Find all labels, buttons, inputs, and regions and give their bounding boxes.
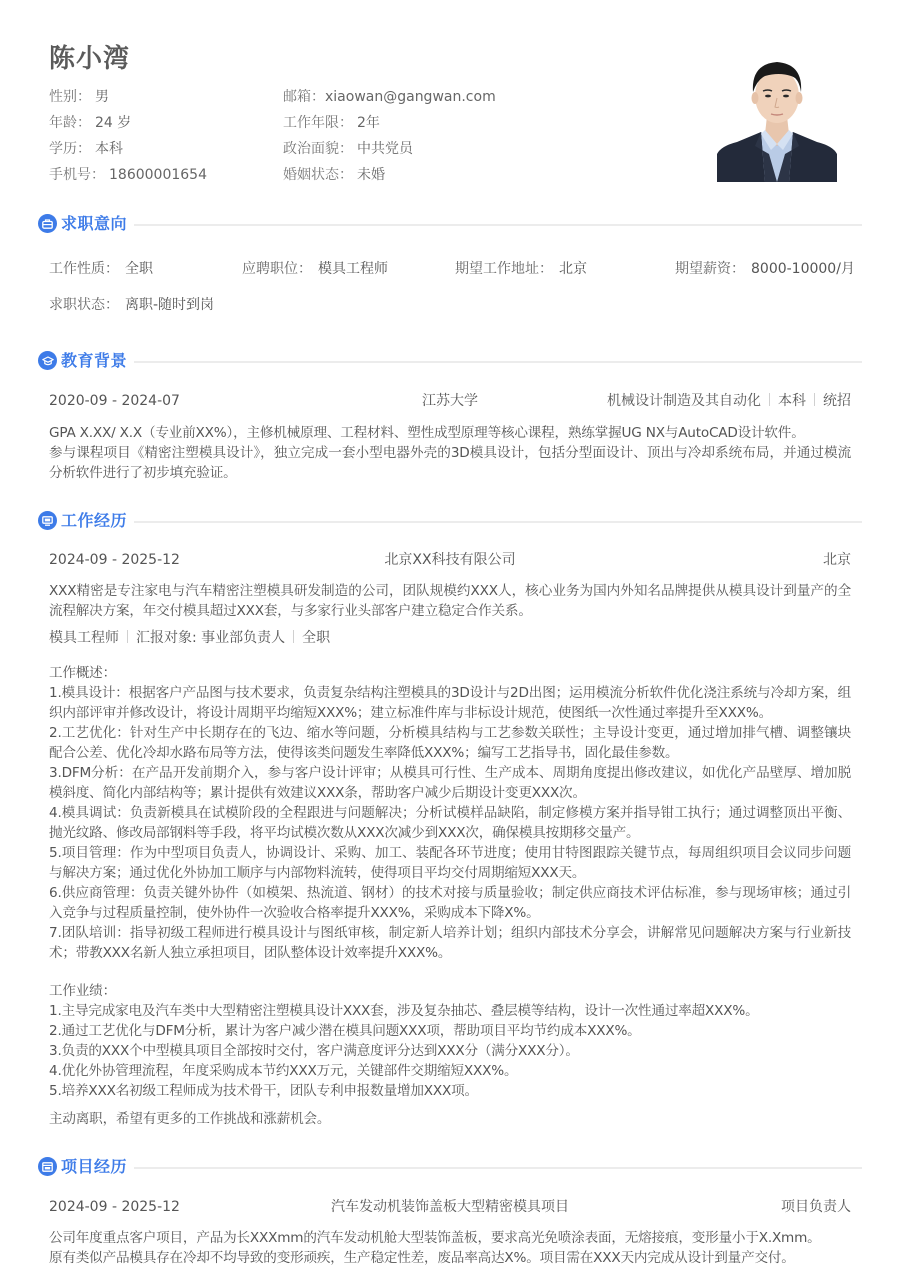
info-age (49, 112, 131, 132)
info-label: 学历： (49, 141, 91, 157)
section-divider (134, 224, 862, 226)
overview-item: 2.工艺优化：针对生产中长期存在的飞边、缩水等问题，分析模具结构与工艺参数关联性；主导设计变更，通过增加排气槽、调整镶块配合公差、优化冷却水路布局等方法，使得该类问题发生率降低XXX%；编写工艺指导书，固化最佳参数。 (49, 725, 851, 761)
paragraph: XXX精密是专注家电与汽车精密注塑模具研发制造的公司，团队规模约XXX人，核心业务为国内外知名品牌提供从模具设计到量产的全流程解决方案，年交付模具超过XXX套，与多家行业头部客户建立稳定合作关系。 (49, 583, 851, 619)
paragraph: 参与课程项目《精密注塑模具设计》，独立完成一套小型电器外壳的3D模具设计，包括分型面设计、顶出与冷却系统布局，并通过模流分析软件进行了初步填充验证。 (49, 445, 851, 481)
info-education (49, 138, 123, 158)
info-value: 18600001654 (109, 167, 207, 183)
education-period: 2020-09 - 2024-07 (49, 393, 180, 409)
education-type: 统招 (823, 393, 851, 409)
work-entry-header (49, 550, 851, 570)
field-label: 求职状态： (49, 297, 119, 313)
info-phone (49, 164, 207, 184)
project-period: 2024-09 - 2025-12 (49, 1199, 180, 1215)
info-label: 手机号： (49, 167, 105, 183)
divider (814, 393, 815, 406)
education-degree: 本科 (778, 393, 806, 409)
intent-salary (675, 259, 855, 279)
info-value[interactable]: xiaowan@gangwan.com (325, 89, 496, 105)
info-label: 工作年限： (283, 115, 353, 131)
paragraph: GPA X.XX/ X.X（专业前XX%），主修机械原理、工程材料、塑性成型原理等核心课程，熟练掌握UG NX与AutoCAD设计软件。 (49, 425, 805, 441)
field-label: 期望工作地址： (455, 261, 553, 277)
intent-position (242, 259, 388, 279)
divider (293, 630, 294, 643)
field-value: 模具工程师 (318, 261, 388, 277)
info-gender (49, 86, 109, 106)
overview-item: 1.模具设计：根据客户产品图与技术要求，负责复杂结构注塑模具的3D设计与2D出图；运用模流分析软件优化浇注系统与冷却方案，组织内部评审并修改设计，将设计周期平均缩短XXX%；建立标准件库与非标设计规范，使图纸一次性通过率提升至XXX%。 (49, 685, 851, 721)
info-label: 婚姻状态： (283, 167, 353, 183)
profile-photo (717, 50, 837, 182)
education-entry-header (49, 391, 851, 411)
field-value: 离职-随时到岗 (125, 297, 215, 313)
window-icon (38, 1157, 57, 1176)
work-period: 2024-09 - 2025-12 (49, 552, 180, 568)
monitor-icon (38, 511, 57, 530)
education-description (49, 423, 851, 483)
work-achievements (49, 981, 851, 1101)
section-divider (134, 361, 862, 363)
candidate-name: 陈小湾 (49, 44, 131, 74)
overview-item: 4.模具调试：负责新模具在试模阶段的全程跟进与问题解决；分析试模样品缺陷，制定修模方案并指导钳工执行；通过调整顶出平衡、抛光纹路、修改局部钢料等手段，将平均试模次数从XXX次减少到XXX次，确保模具按期移交量产。 (49, 805, 851, 841)
paragraph: 原有类似产品模具存在冷却不均导致的变形顽疾，生产稳定性差，废品率高达X%。项目需在XXX天内完成从设计到量产交付。 (49, 1250, 795, 1266)
paragraph: 公司年度重点客户项目，产品为长XXXmm的汽车发动机舱大型装饰盖板，要求高光免喷涂表面，无熔接痕，变形量小于X.Xmm。 (49, 1230, 821, 1246)
info-label: 年龄： (49, 115, 91, 131)
achievement-item: 3.负责的XXX个中型模具项目全部按时交付，客户满意度评分达到XXX分（满分XXX分）。 (49, 1043, 579, 1059)
section-divider (134, 1167, 862, 1169)
field-value: 全职 (125, 261, 153, 277)
info-value: 中共党员 (357, 141, 413, 157)
section-header-work (38, 509, 862, 533)
overview-heading: 工作概述： (49, 665, 116, 681)
section-title: 项目经历 (61, 1157, 128, 1176)
achievement-item: 1.主导完成家电及汽车类中大型精密注塑模具设计XXX套，涉及复杂抽芯、叠层模等结构，设计一次性通过率超XXX%。 (49, 1003, 759, 1019)
work-location: 北京 (823, 552, 851, 568)
field-label: 期望薪资： (675, 261, 745, 277)
section-header-job-intent (38, 212, 862, 236)
portrait-photo-icon (717, 50, 837, 182)
info-political-status (283, 138, 413, 158)
briefcase-icon (38, 214, 57, 233)
project-name: 汽车发动机装饰盖板大型精密模具项目 (331, 1199, 569, 1215)
info-value: 24 岁 (95, 115, 132, 131)
work-overview (49, 663, 851, 963)
section-divider (134, 521, 862, 523)
intent-status (49, 295, 214, 315)
overview-item: 7.团队培训：指导初级工程师进行模具设计与图纸审核，制定新人培养计划；组织内部技术分享会，讲解常见问题解决方案与行业新技术；带教XXX名新人独立承担项目，团队整体设计效率提升XXX%。 (49, 925, 851, 961)
company-intro (49, 581, 851, 621)
info-value: 2年 (357, 115, 380, 131)
divider (127, 630, 128, 643)
education-details (607, 391, 851, 411)
info-work-years (283, 112, 380, 132)
info-value: 男 (95, 89, 109, 105)
field-label: 应聘职位： (242, 261, 312, 277)
work-tag-title: 模具工程师 (49, 630, 119, 646)
work-tag-report: 汇报对象: 事业部负责人 (136, 630, 286, 646)
project-role: 项目负责人 (781, 1199, 851, 1215)
overview-item: 5.项目管理：作为中型项目负责人，协调设计、采购、加工、装配各环节进度；使用甘特图跟踪关键节点，每周组织项目会议同步问题与解决方案；通过优化外协加工顺序与内部物料流转，使得项目平均交付周期缩短XXX天。 (49, 845, 851, 881)
info-label: 政治面貌： (283, 141, 353, 157)
info-value: 未婚 (357, 167, 385, 183)
field-value: 北京 (559, 261, 587, 277)
info-email (283, 86, 496, 106)
field-value: 8000-10000/月 (751, 261, 855, 277)
section-title: 教育背景 (61, 351, 128, 370)
achievements-heading: 工作业绩： (49, 983, 116, 999)
graduation-cap-icon (38, 351, 57, 370)
project-description (49, 1228, 851, 1268)
section-header-education (38, 349, 862, 373)
info-label: 性别： (49, 89, 91, 105)
work-tag-type: 全职 (302, 630, 331, 646)
education-school: 江苏大学 (422, 393, 478, 409)
info-marital-status (283, 164, 385, 184)
work-company: 北京XX科技有限公司 (384, 552, 516, 568)
achievement-item: 2.通过工艺优化与DFM分析，累计为客户减少潜在模具问题XXX项，帮助项目平均节约成本XXX%。 (49, 1023, 641, 1039)
education-major: 机械设计制造及其自动化 (607, 393, 761, 409)
info-value: 本科 (95, 141, 123, 157)
intent-location (455, 259, 587, 279)
divider (769, 393, 770, 406)
info-label: 邮箱： (283, 89, 325, 105)
work-tags (49, 628, 330, 648)
field-label: 工作性质： (49, 261, 119, 277)
intent-job-type (49, 259, 153, 279)
section-header-project (38, 1155, 862, 1179)
project-entry-header (49, 1197, 851, 1217)
achievement-item: 5.培养XXX名初级工程师成为技术骨干，团队专利申报数量增加XXX项。 (49, 1083, 478, 1099)
leave-reason (49, 1109, 851, 1129)
overview-item: 6.供应商管理：负责关键外协件（如模架、热流道、钢材）的技术对接与质量验收；制定供应商技术评估标准，参与现场审核；通过引入竞争与过程质量控制，使外协件一次验收合格率提升XXX%，采购成本下降X%。 (49, 885, 851, 921)
achievement-item: 4.优化外协管理流程，年度采购成本节约XXX万元，关键部件交期缩短XXX%。 (49, 1063, 518, 1079)
paragraph: 主动离职，希望有更多的工作挑战和涨薪机会。 (49, 1111, 331, 1127)
section-title: 工作经历 (61, 511, 128, 530)
overview-item: 3.DFM分析：在产品开发前期介入，参与客户设计评审；从模具可行性、生产成本、周期角度提出修改建议，如优化产品壁厚、增加脱模斜度、简化内部结构等；累计提供有效建议XXX条，帮助客户减少后期设计变更XXX次。 (49, 765, 851, 801)
section-title: 求职意向 (61, 214, 128, 233)
